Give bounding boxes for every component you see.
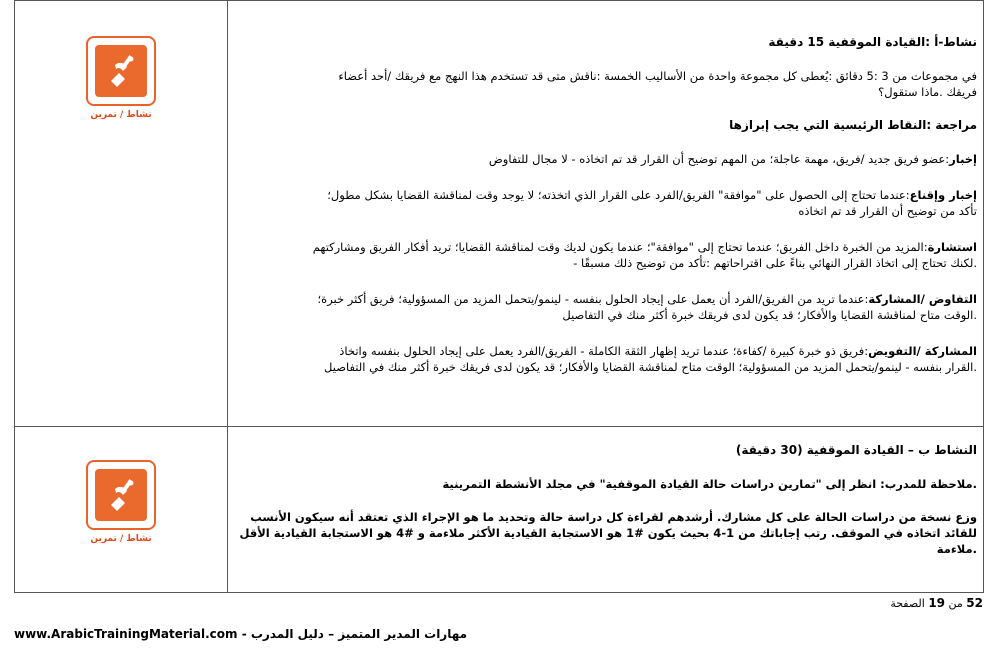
activity-a-title: نشاط-أ :القيادة الموقفية 15 دقيقة [768,35,977,49]
instructions-line2: للقائد اتخاذه في الموقف. رتب إجاباتك من 1-4 بحيث يكون #1 هو الاستجابة القيادية الأكثر ملاءمة و #4 هو الاستجابة القيادية الأقل [239,526,977,540]
item-text-line2: .القرار بنفسه - لينمو/يتحمل المزيد من المسؤولية؛ الوقت متاح لمناقشة القضايا والأفكار؛ قد يكون لدى فريقك خبرة أكثر منك في التفاصيل [324,360,977,374]
activity-a-content [237,34,977,375]
footer-site-line: www.ArabicTrainingMaterial.com - مهارات المدير المتميز – دليل المدرب [14,627,468,641]
item-delegate [237,343,977,359]
page-of: من [948,597,963,610]
item-term: إخبار [949,152,977,166]
activity-b-content [237,442,977,557]
page-total: 19 [928,596,946,610]
activity-a-icon-label: نشاط / تمرين [90,110,152,120]
item-text: :عندما تحتاج إلى الحصول على "موافقة" الفريق/الفرد على القرار الذي اتخذته؛ لا يوجد وقت لمناقشة القضايا بشكل مطول؛ [327,188,910,202]
item-term: المشاركة /التفويض [868,344,977,358]
activity-b-title: النشاط ب – القيادة الموقفية (30 دقيقة) [735,443,977,457]
instructions-line3: .ملاءمة [936,542,977,556]
column-divider [227,0,228,592]
row-divider [15,426,983,427]
item-term: استشارة [927,240,977,254]
activity-b-icon-cell [15,460,227,544]
hand-tool-icon [95,469,147,521]
item-consult [237,239,977,255]
item-tell [237,151,977,167]
item-text-line2: .لكنك تحتاج إلى اتخاذ القرار النهائي بناءً على اقتراحاتهم :تأكد من توضيح ذلك مسبقًا - [573,256,977,270]
table-top-border [15,0,983,1]
activity-a-intro-line1: في مجموعات من 3 :5 دقائق :يُعطى كل مجموعة واحدة من الأساليب الخمسة :ناقش متى قد تستخدم هذا النهج مع فريقك /أحد أعضاء [338,69,977,83]
instructions-line1: وزع نسخة من دراسات الحالة على كل مشارك. أرشدهم لقراءة كل دراسة حالة وتحديد ما هو الإجراء الذي تعتقد أنه سيكون الأنسب [250,510,977,524]
item-term: التفاوض /المشاركة [868,292,977,306]
activity-a-icon [86,36,156,106]
trainer-note: .ملاحظة للمدرب: انظر إلى "تمارين دراسات حالة القيادة الموقفية" في مجلد الأنشطة التمرينية [442,477,977,491]
hand-tool-icon [95,45,147,97]
activity-b-icon [86,460,156,530]
item-text-line2: تأكد من توضيح أن القرار قد تم اتخاذه [798,204,977,218]
activity-a-icon-cell [15,36,227,120]
item-text-line2: .الوقت متاح لمناقشة القضايا والأفكار؛ قد يكون لدى فريقك خبرة أكثر منك في التفاصيل [562,308,977,322]
activity-b-icon-label: نشاط / تمرين [90,534,152,544]
item-text: :فريق ذو خبرة كبيرة /كفاءة؛ عندما تريد إظهار الثقة الكاملة - الفريق/الفرد يعمل على إيجاد الحلول بنفسه واتخاذ [339,344,869,358]
page-number-value: 52 [966,596,983,610]
item-sell [237,187,977,203]
page-number [890,596,983,610]
activity-table [14,0,984,593]
item-text: :عضو فريق جديد /فريق، مهمة عاجلة؛ من المهم توضيح أن القرار قد تم اتخاذه - لا مجال للتفاوض [488,152,950,166]
item-term: إخبار وإقناع [909,188,977,202]
activity-a-intro-line2: فريقك .ماذا ستقول؟ [878,85,977,99]
page-word: الصفحة [890,597,925,610]
review-title: مراجعة :النقاط الرئيسية التي يجب إبرازها [729,118,977,132]
item-negotiate [237,291,977,307]
item-text: :المزيد من الخبرة داخل الفريق؛ عندما تحتاج إلى "موافقة"؛ عندما يكون لديك وقت لمناقشة القضايا؛ تريد أفكار الفريق ومشاركتهم [312,240,928,254]
item-text: :عندما تريد من الفريق/الفرد أن يعمل على إيجاد الحلول بنفسه - لينمو/يتحمل المزيد من المسؤولية؛ فريق أكثر خبرة؛ [317,292,869,306]
